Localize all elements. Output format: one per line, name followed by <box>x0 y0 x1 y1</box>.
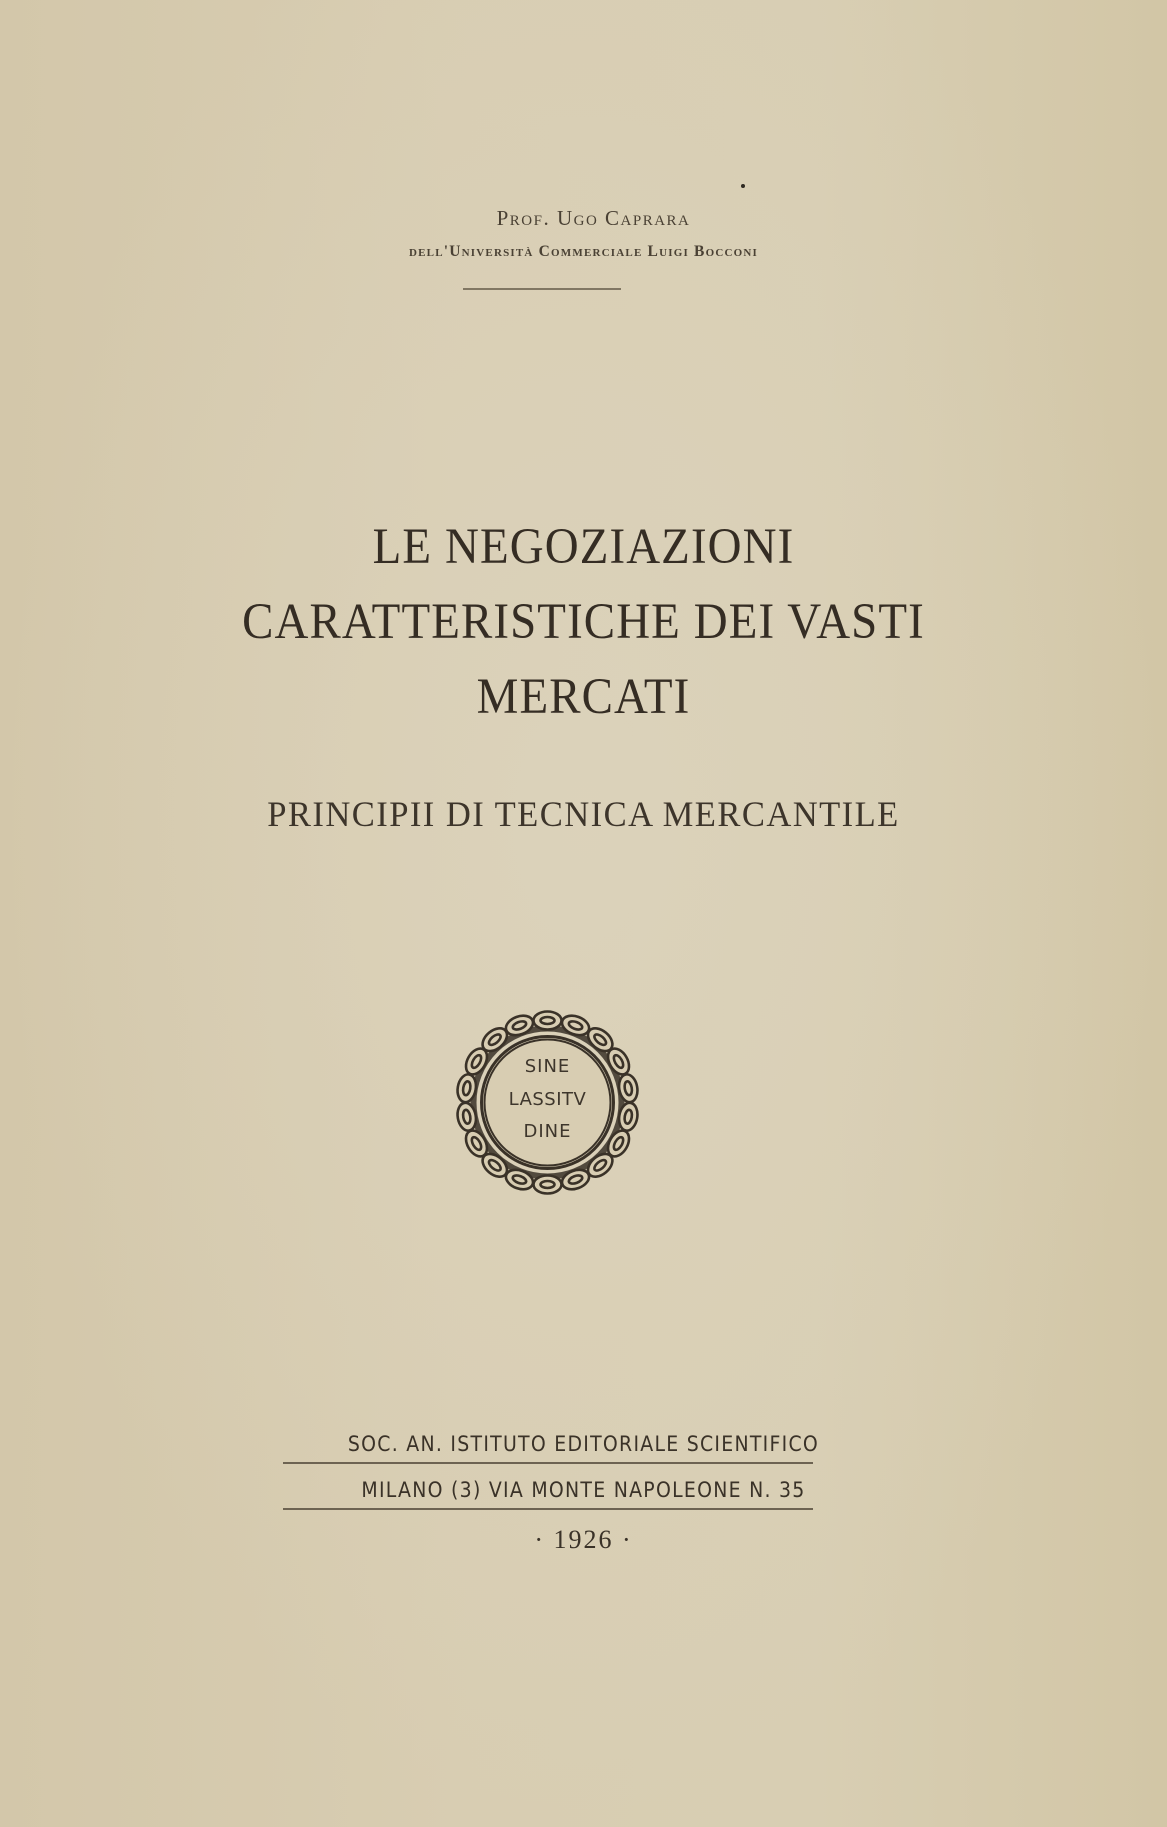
title-line-1: LE NEGOZIAZIONI <box>372 519 795 575</box>
title-line-3: MERCATI <box>476 669 691 725</box>
divider-rule <box>463 288 621 290</box>
author-name: Prof. Ugo Caprara <box>496 206 691 230</box>
subtitle: PRINCIPII DI TECNICA MERCANTILE <box>267 794 900 834</box>
motto-line-1: SINE <box>524 1056 571 1077</box>
publisher-underline-2 <box>283 1508 813 1510</box>
motto-line-3: DINE <box>523 1121 572 1142</box>
author-affiliation: dell'Università Commerciale Luigi Bocconi <box>408 243 758 260</box>
ink-speck <box>741 184 745 188</box>
motto-line-2: LASSITV <box>508 1089 587 1110</box>
chain-wreath-icon <box>445 1000 650 1205</box>
publisher-underline-1 <box>283 1462 813 1464</box>
title-line-2: CARATTERISTICHE DEI VASTI <box>242 594 925 650</box>
publisher-name: SOC. AN. ISTITUTO EDITORIALE SCIENTIFICO <box>347 1432 820 1456</box>
publisher-address: MILANO (3) VIA MONTE NAPOLEONE N. 35 <box>361 1478 806 1502</box>
publication-year: · 1926 · <box>534 1525 633 1554</box>
